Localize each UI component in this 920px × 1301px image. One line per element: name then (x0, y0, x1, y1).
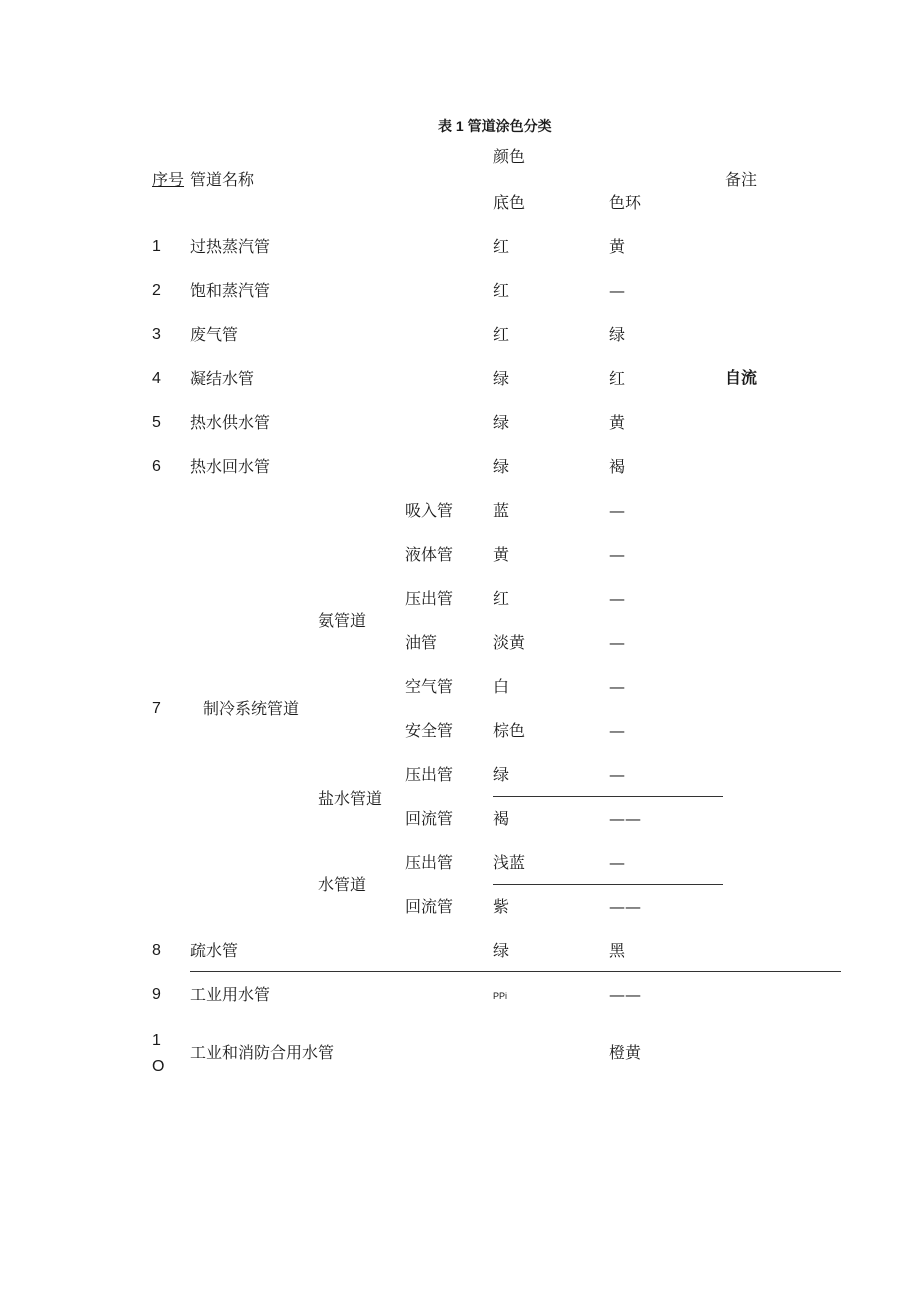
row-ring: 褐 (609, 457, 626, 476)
row-name: 疏水管 (190, 941, 239, 960)
sub-base: 棕色 (493, 721, 526, 740)
sub-ring: — (609, 853, 625, 872)
row-name: 饱和蒸汽管 (190, 281, 271, 300)
row-ring: 红 (609, 369, 626, 388)
sub-ring: — (609, 545, 625, 564)
sub-base: 绿 (493, 765, 510, 784)
row-no: 4 (152, 370, 161, 387)
row-no: 1 (152, 1032, 161, 1049)
row-name: 热水回水管 (190, 457, 271, 476)
sub-ring: —— (609, 809, 641, 828)
row-no: 6 (152, 458, 161, 475)
row-no: 7 (152, 700, 161, 717)
row-ring: —— (609, 985, 641, 1004)
row-ring: 黑 (609, 941, 626, 960)
divider (493, 884, 723, 885)
group-ammonia: 氨管道 (318, 611, 367, 630)
sub-pipe: 回流管 (405, 897, 454, 916)
row-name: 凝结水管 (190, 369, 255, 388)
row-base: 绿 (493, 457, 510, 476)
row-base: 绿 (493, 941, 510, 960)
row-ring: — (609, 281, 625, 300)
refrigeration-name: 制冷系统管道 (203, 699, 300, 718)
header-remark: 备注 (725, 170, 758, 189)
table-title: 表 1 管道涂色分类 (438, 118, 552, 134)
header-color: 颜色 (493, 147, 526, 166)
row-name: 废气管 (190, 325, 239, 344)
row-base: PPi (493, 991, 508, 1001)
row-no: O (152, 1058, 165, 1075)
sub-pipe: 压出管 (405, 853, 454, 872)
sub-pipe: 空气管 (405, 677, 454, 696)
sub-base: 淡黄 (493, 633, 526, 652)
sub-base: 浅蓝 (493, 853, 526, 872)
sub-ring: — (609, 721, 625, 740)
row-ring: 橙黄 (609, 1043, 642, 1062)
row-base: 红 (493, 325, 510, 344)
group-water: 水管道 (318, 875, 367, 894)
group-brine: 盐水管道 (318, 789, 383, 808)
sub-ring: — (609, 589, 625, 608)
row-no: 3 (152, 326, 161, 343)
header-ring-color: 色环 (609, 193, 642, 212)
sub-pipe: 压出管 (405, 589, 454, 608)
row-no: 9 (152, 986, 161, 1003)
row-ring: 绿 (609, 325, 626, 344)
sub-pipe: 液体管 (405, 545, 454, 564)
row-no: 5 (152, 414, 161, 431)
row-name: 工业用水管 (190, 985, 271, 1004)
sub-ring: — (609, 501, 625, 520)
row-no: 8 (152, 942, 161, 959)
header-no: 序号 (152, 170, 185, 189)
sub-base: 白 (493, 677, 510, 696)
row-name: 热水供水管 (190, 413, 271, 432)
sub-base: 紫 (493, 897, 510, 916)
row-name: 工业和消防合用水管 (190, 1043, 335, 1062)
row-base: 绿 (493, 369, 510, 388)
sub-ring: —— (609, 897, 641, 916)
sub-pipe: 回流管 (405, 809, 454, 828)
row-base: 红 (493, 237, 510, 256)
sub-ring: — (609, 633, 625, 652)
sub-ring: — (609, 677, 625, 696)
sub-ring: — (609, 765, 625, 784)
row-no: 2 (152, 282, 161, 299)
header-name: 管道名称 (190, 170, 255, 189)
row-name: 过热蒸汽管 (190, 237, 271, 256)
sub-base: 黄 (493, 545, 510, 564)
sub-base: 红 (493, 589, 510, 608)
row-ring: 黄 (609, 413, 626, 432)
row-base: 绿 (493, 413, 510, 432)
sub-pipe: 油管 (405, 633, 438, 652)
divider (190, 971, 841, 972)
row-remark: 自流 (725, 370, 758, 387)
sub-pipe: 压出管 (405, 765, 454, 784)
row-no: 1 (152, 238, 161, 255)
row-base: 红 (493, 281, 510, 300)
header-base-color: 底色 (493, 193, 526, 212)
divider (493, 796, 723, 797)
sub-pipe: 吸入管 (405, 501, 454, 520)
sub-pipe: 安全管 (405, 721, 454, 740)
sub-base: 蓝 (493, 501, 510, 520)
sub-base: 褐 (493, 809, 510, 828)
row-ring: 黄 (609, 237, 626, 256)
